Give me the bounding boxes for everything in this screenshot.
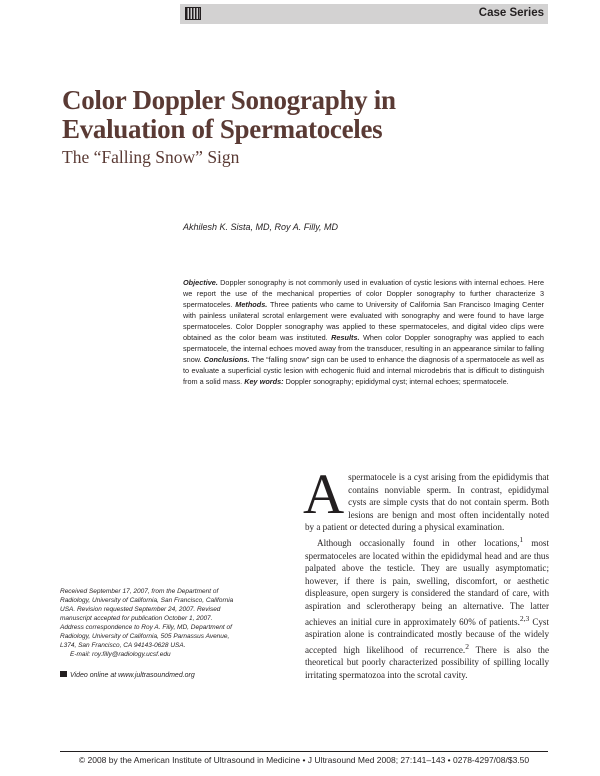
article-footnote: [60, 587, 238, 659]
footer-divider: [60, 751, 548, 752]
email-note: E-mail: roy.filly@radiology.ucsf.edu: [70, 651, 171, 658]
body-paragraph: [305, 534, 549, 682]
body-text: [303, 463, 550, 682]
conclusions-label: Conclusions.: [203, 355, 250, 364]
article-subtitle: The “Falling Snow” Sign: [62, 147, 240, 167]
results-label: Results.: [331, 333, 360, 342]
video-note: [60, 671, 260, 679]
citation-2: 2,3: [519, 613, 530, 623]
abstract: [183, 277, 544, 387]
video-icon: [60, 671, 67, 677]
methods-text: Three patients who came to University of California San Francisco Imaging Center with painless unilateral scrotal enlargement were evaluated with sonography and were found to have large spermatoceles. Color Doppler sonography was applied to these spermatoceles, and digital video clips were obtained as the color beam was instituted.: [183, 300, 544, 342]
received-note: Received September 17, 2007, from the Department of Radiology, University of California, San Francisco, California USA. Revision requested September 24, 2007. Revised manuscript accepted for publication October 1, 2007.: [60, 588, 234, 622]
paragraph-2-text-a: Although occasionally found in other locations,: [317, 538, 520, 548]
article-title: [62, 86, 482, 144]
barcode-icon: [185, 7, 201, 20]
results-text: When color Doppler sonography was applied to each spermatocele, the internal echoes moved away from the transducer, resulting in an appearance similar to falling snow.: [183, 333, 544, 364]
title-line-1: Color Doppler Sonography in: [62, 85, 396, 115]
objective-label: Objective.: [183, 278, 218, 287]
paragraph-2-text-b: most spermatoceles are located within the epididymal head and are thus palpated above the testicle. They are usually asymptomatic; however, if there is pain, swelling, discomfort, or aesthetic displeasure, open surgery is considered the standard of care, with aspiration and sclerotherapy being an alternative. The latter achieves an initial cure in approximately 60% of patients.: [305, 538, 549, 627]
citation-3: 2: [465, 641, 469, 651]
address-note: Address correspondence to Roy A. Filly, MD, Department of Radiology, University of California, 505 Parnassus Avenue, L374, San Francisco, CA 94143-0628 USA.: [60, 624, 232, 649]
footer-citation: © 2008 by the American Institute of Ultrasound in Medicine • J Ultrasound Med 2008; 27:141–143 • 0278-4297/08/$3.50: [78, 755, 530, 765]
paragraph-1-text: spermatocele is a cyst arising from the epididymis that contains nonviable sperm. In contrast, epididymal cysts are simple cysts that do not contain sperm. Both lesions are benign and most often incidentally noted by a patient or detected during a physical examination.: [305, 472, 549, 533]
methods-label: Methods.: [235, 300, 268, 309]
section-label: Case Series: [478, 7, 544, 19]
keywords-label: Key words:: [244, 377, 284, 386]
drop-cap: A: [303, 463, 345, 526]
objective-text: Doppler sonography is not commonly used in evaluation of cystic lesions with internal echoes. Here we report the use of the mechanical properties of color Doppler sonography to further characterize 3 spermatoceles.: [183, 278, 544, 309]
video-text: Video online at www.jultrasoundmed.org: [70, 672, 195, 679]
paragraph-2-text-d: There is also the theoretical but poorly characterized possibility of spilling locally irritating spermatozoa into the scrotal cavity.: [305, 644, 549, 680]
citation-1: 1: [519, 534, 524, 544]
keywords-text: Doppler sonography; epididymal cyst; internal echoes; spermatocele.: [285, 377, 509, 386]
conclusions-text: The “falling snow” sign can be used to enhance the diagnosis of a spermatocele as well as to evaluate a superficial cystic lesion with echogenic fluid and internal microdebris that is difficult to distinguish from a solid mass.: [183, 355, 545, 386]
author-list: Akhilesh K. Sista, MD, Roy A. Filly, MD: [183, 222, 339, 232]
title-line-2: Evaluation of Spermatoceles: [62, 114, 383, 144]
paragraph-2-text-c: Cyst aspiration alone is contraindicated mostly because of the widely accepted high likelihood of recurrence.: [305, 616, 550, 655]
body-paragraph: [303, 463, 549, 534]
